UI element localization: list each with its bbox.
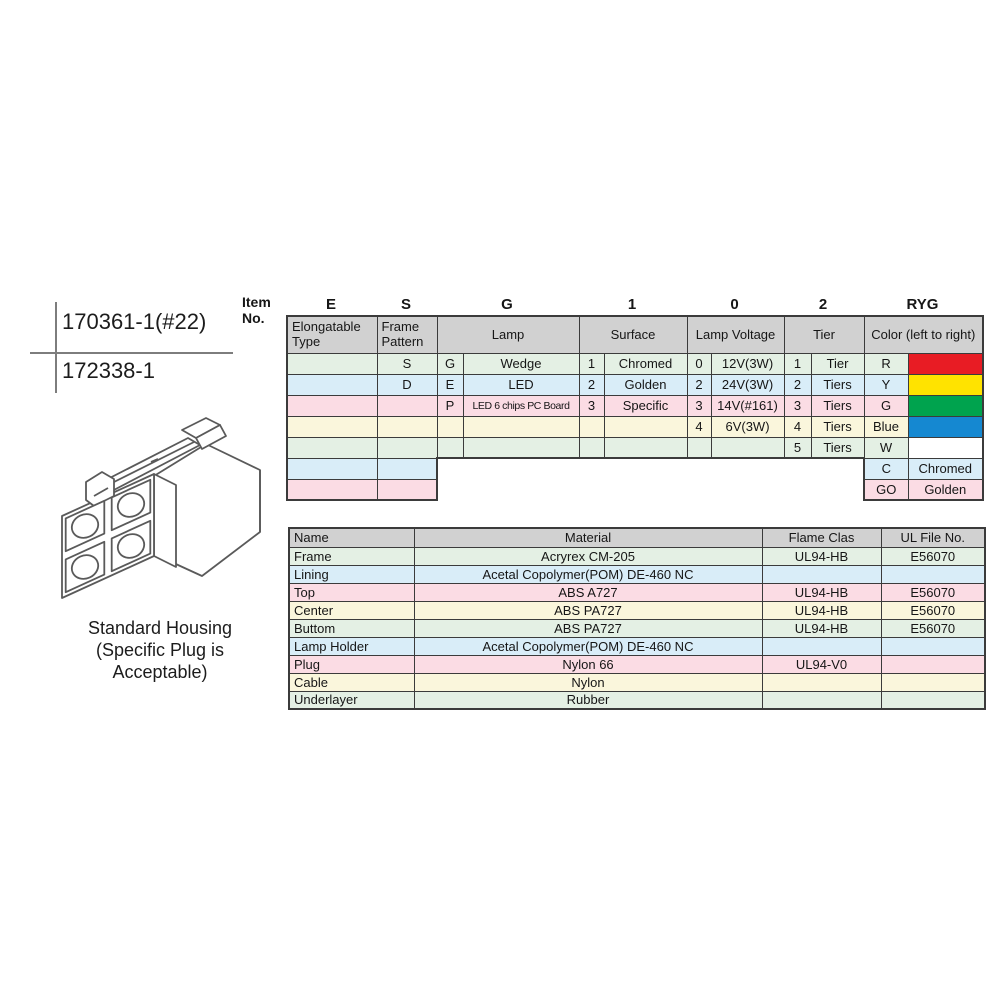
tier-code-cell: 3 <box>784 395 811 416</box>
material-cell: ABS PA727 <box>414 619 762 637</box>
elongatable-cell <box>287 479 377 500</box>
surface-code-cell <box>579 437 604 458</box>
header-surface: Surface <box>579 316 687 353</box>
material-row <box>289 547 985 565</box>
code-letter-g: G <box>501 296 513 313</box>
flame-cell <box>762 565 881 583</box>
material-table <box>288 527 986 710</box>
surface-code-cell <box>579 416 604 437</box>
surface-cell <box>604 437 687 458</box>
material-row <box>289 619 985 637</box>
flame-cell <box>762 637 881 655</box>
lamp-code-cell: P <box>437 395 463 416</box>
housing-caption-line2: (Specific Plug is <box>95 640 225 660</box>
code-table-section <box>242 294 986 501</box>
elongatable-cell <box>287 353 377 374</box>
surface-cell: Chromed <box>604 353 687 374</box>
code-letter-e: E <box>325 296 336 313</box>
code-letter-2: 2 <box>818 296 828 313</box>
header-elongatable-type: Elongatable Type <box>287 316 377 353</box>
color-swatch-red <box>908 353 983 374</box>
name-cell: Frame <box>289 547 414 565</box>
color-name-cell: Chromed <box>908 458 983 479</box>
lamp-cell: LED <box>463 374 579 395</box>
frame-cell <box>377 437 437 458</box>
material-row <box>289 601 985 619</box>
flame-cell: UL94-HB <box>762 583 881 601</box>
surface-code-cell: 3 <box>579 395 604 416</box>
tier-cell: Tiers <box>811 374 864 395</box>
voltage-code-cell <box>687 437 711 458</box>
voltage-cell: 24V(3W) <box>711 374 784 395</box>
flame-cell: UL94-HB <box>762 601 881 619</box>
code-row <box>287 395 983 416</box>
name-cell: Cable <box>289 673 414 691</box>
code-letter-1: 1 <box>627 296 637 313</box>
elongatable-cell <box>287 416 377 437</box>
name-cell: Top <box>289 583 414 601</box>
material-cell: Acetal Copolymer(POM) DE-460 NC <box>414 565 762 583</box>
tier-code-cell: 4 <box>784 416 811 437</box>
tier-code-cell: 1 <box>784 353 811 374</box>
empty-region <box>437 479 864 500</box>
surface-code-cell: 1 <box>579 353 604 374</box>
part-number-divider-horizontal <box>30 352 233 354</box>
voltage-cell <box>711 437 784 458</box>
material-row <box>289 673 985 691</box>
lamp-cell <box>463 437 579 458</box>
voltage-code-cell: 4 <box>687 416 711 437</box>
color-name-cell: Golden <box>908 479 983 500</box>
color-code-cell: G <box>864 395 908 416</box>
frame-cell <box>377 416 437 437</box>
name-cell: Buttom <box>289 619 414 637</box>
ul-cell: E56070 <box>881 619 985 637</box>
tier-cell: Tiers <box>811 395 864 416</box>
tier-code-cell: 2 <box>784 374 811 395</box>
header-color: Color (left to right) <box>864 316 983 353</box>
tier-code-cell: 5 <box>784 437 811 458</box>
material-cell: Nylon <box>414 673 762 691</box>
material-cell: Rubber <box>414 691 762 709</box>
color-swatch-white <box>908 437 983 458</box>
color-code-cell: W <box>864 437 908 458</box>
code-row <box>287 374 983 395</box>
header-lamp-voltage: Lamp Voltage <box>687 316 784 353</box>
ul-cell <box>881 691 985 709</box>
color-code-cell: C <box>864 458 908 479</box>
item-no-label <box>242 294 284 326</box>
item-label-line2: No. <box>242 310 265 326</box>
frame-cell: S <box>377 353 437 374</box>
material-cell: Nylon 66 <box>414 655 762 673</box>
ul-cell: E56070 <box>881 583 985 601</box>
code-letter-ryg: RYG <box>906 296 939 313</box>
ul-cell: E56070 <box>881 601 985 619</box>
lamp-cell: Wedge <box>463 353 579 374</box>
housing-caption <box>48 617 272 683</box>
code-row <box>287 479 983 500</box>
flame-cell: UL94-HB <box>762 619 881 637</box>
material-row <box>289 583 985 601</box>
elongatable-cell <box>287 458 377 479</box>
part-number-primary: 170361-1(#22) <box>62 309 207 334</box>
part-number-block <box>30 300 240 396</box>
part-number-divider-vertical <box>55 302 57 393</box>
code-row <box>287 353 983 374</box>
flame-cell <box>762 691 881 709</box>
code-table-header-row <box>287 316 983 353</box>
surface-cell: Golden <box>604 374 687 395</box>
material-cell: Acetal Copolymer(POM) DE-460 NC <box>414 637 762 655</box>
voltage-code-cell: 3 <box>687 395 711 416</box>
housing-caption-line3: Acceptable) <box>112 662 208 682</box>
name-cell: Lamp Holder <box>289 637 414 655</box>
ul-cell: E56070 <box>881 547 985 565</box>
header-flame-class: Flame Clas <box>762 528 881 547</box>
housing-drawing <box>48 408 283 613</box>
code-letters-row <box>286 296 986 315</box>
surface-code-cell: 2 <box>579 374 604 395</box>
material-cell: ABS A727 <box>414 583 762 601</box>
material-row <box>289 691 985 709</box>
tier-cell: Tiers <box>811 416 864 437</box>
name-cell: Center <box>289 601 414 619</box>
material-row <box>289 655 985 673</box>
housing-caption-line1: Standard Housing <box>87 618 233 638</box>
header-frame-pattern: Frame Pattern <box>377 316 437 353</box>
color-swatch-blue <box>908 416 983 437</box>
code-row <box>287 416 983 437</box>
material-row <box>289 565 985 583</box>
material-cell: Acryrex CM-205 <box>414 547 762 565</box>
elongatable-cell <box>287 374 377 395</box>
ul-cell <box>881 673 985 691</box>
name-cell: Lining <box>289 565 414 583</box>
tier-cell: Tiers <box>811 437 864 458</box>
voltage-code-cell: 0 <box>687 353 711 374</box>
lamp-code-cell: E <box>437 374 463 395</box>
material-cell: ABS PA727 <box>414 601 762 619</box>
lamp-cell <box>463 416 579 437</box>
frame-cell: D <box>377 374 437 395</box>
lamp-code-cell <box>437 416 463 437</box>
tier-cell: Tier <box>811 353 864 374</box>
frame-cell <box>377 395 437 416</box>
color-code-cell: R <box>864 353 908 374</box>
voltage-cell: 14V(#161) <box>711 395 784 416</box>
voltage-cell: 6V(3W) <box>711 416 784 437</box>
material-table-section <box>288 527 988 710</box>
ul-cell <box>881 565 985 583</box>
code-row <box>287 437 983 458</box>
surface-cell <box>604 416 687 437</box>
code-letter-0: 0 <box>730 296 739 313</box>
code-row <box>287 458 983 479</box>
header-name: Name <box>289 528 414 547</box>
material-row <box>289 637 985 655</box>
name-cell: Plug <box>289 655 414 673</box>
color-swatch-yellow <box>908 374 983 395</box>
voltage-cell: 12V(3W) <box>711 353 784 374</box>
ul-cell <box>881 637 985 655</box>
color-code-cell: GO <box>864 479 908 500</box>
lamp-code-cell: G <box>437 353 463 374</box>
code-letter-s: S <box>400 296 411 313</box>
color-code-cell: Blue <box>864 416 908 437</box>
color-swatch-green <box>908 395 983 416</box>
code-table <box>286 315 984 501</box>
elongatable-cell <box>287 437 377 458</box>
flame-cell: UL94-V0 <box>762 655 881 673</box>
flame-cell <box>762 673 881 691</box>
header-tier: Tier <box>784 316 864 353</box>
frame-cell <box>377 479 437 500</box>
material-table-header-row <box>289 528 985 547</box>
voltage-code-cell: 2 <box>687 374 711 395</box>
frame-cell <box>377 458 437 479</box>
header-material: Material <box>414 528 762 547</box>
lamp-cell: LED 6 chips PC Board <box>463 395 579 416</box>
empty-region <box>437 458 864 479</box>
item-label-line1: Item <box>242 294 271 310</box>
header-ul-file-no: UL File No. <box>881 528 985 547</box>
ul-cell <box>881 655 985 673</box>
flame-cell: UL94-HB <box>762 547 881 565</box>
part-number-secondary: 172338-1 <box>62 358 155 383</box>
color-code-cell: Y <box>864 374 908 395</box>
surface-cell: Specific <box>604 395 687 416</box>
lamp-code-cell <box>437 437 463 458</box>
elongatable-cell <box>287 395 377 416</box>
name-cell: Underlayer <box>289 691 414 709</box>
header-lamp: Lamp <box>437 316 579 353</box>
